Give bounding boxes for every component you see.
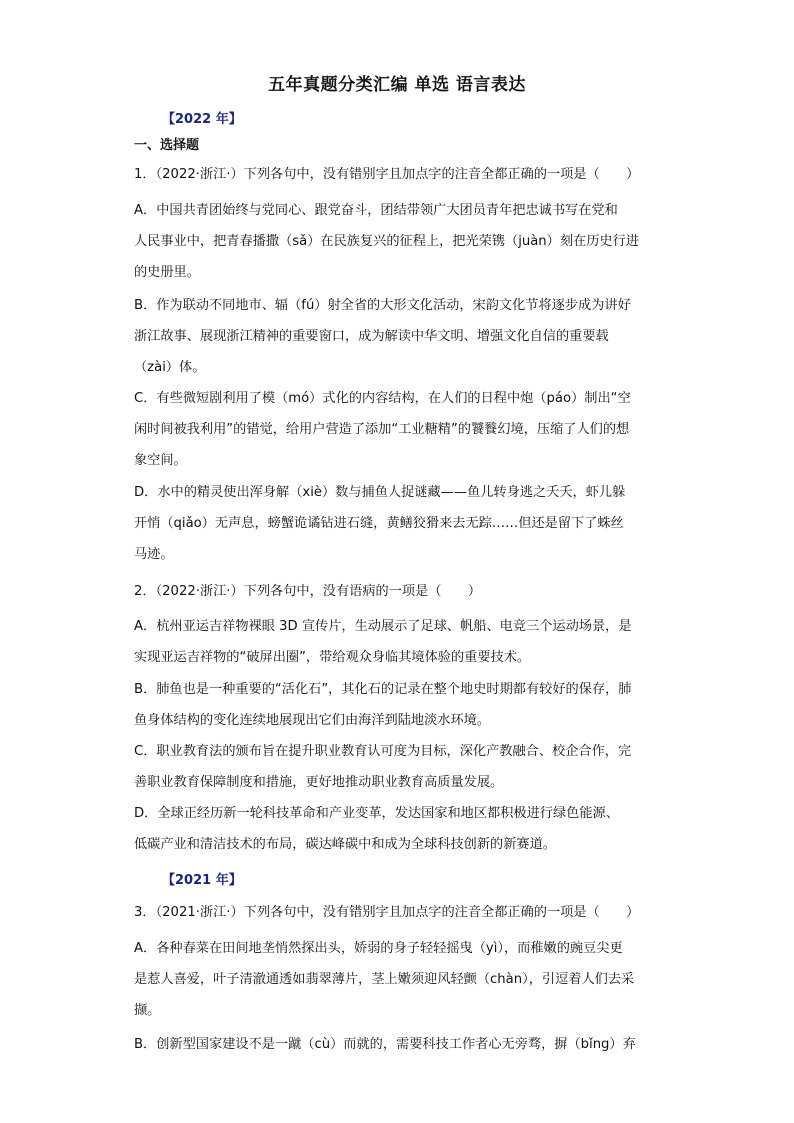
question-1: 1．（2022·浙江·）下列各句中，没有错别字且加点字的注音全都正确的一项是（ ） [134,167,640,182]
option-line: 善职业教育保障制度和措施，更好地推动职业教育高质量发展。 [134,775,504,790]
option-line: B．作为联动不同地市、辐（fú）射全省的大形文化活动，宋韵文化节将逐步成为讲好 [134,298,631,313]
option-line: A．中国共青团始终与党同心、跟党奋斗，团结带领广大团员青年把忠诚书写在党和 [134,203,618,218]
question-2: 2．（2022·浙江·）下列各句中，没有语病的一项是（ ） [134,584,482,599]
document-title: 五年真题分类汇编 单选 语言表达 [268,75,526,95]
year-2021-heading: 【2021 年】 [162,873,242,888]
section-heading: 一、选择题 [134,138,200,153]
option-line: B．创新型国家建设不是一蹴（cù）而就的，需要科技工作者心无旁骛，摒（bǐng）弃 [134,1037,636,1052]
option-line: B．肺鱼也是一种重要的“活化石”，其化石的记录在整个地史时期都有较好的保存，肺 [134,682,632,697]
option-line: 闲时间被我利用”的错觉，给用户营造了添加“工业糖精”的饕餮幻境，压缩了人们的想 [134,422,630,437]
question-3: 3．（2021·浙江·）下列各句中，没有错别字且加点字的注音全都正确的一项是（ ） [134,905,640,920]
option-line: 低碳产业和清洁技术的布局，碳达峰碳中和成为全球科技创新的新赛道。 [134,837,556,852]
option-line: 是惹人喜爱，叶子清澈通透如翡翠薄片，茎上嫩须迎风轻颤（chàn），引逗着人们去采 [134,972,635,987]
option-line: C．职业教育法的颁布旨在提升职业教育认可度为目标，深化产教融合、校企合作，完 [134,744,632,759]
option-line: C．有些微短剧利用了模（mó）式化的内容结构，在人们的日程中炮（páo）制出“空 [134,391,631,406]
option-line: A．杭州亚运吉祥物裸眼 3D 宣传片，生动展示了足球、帆船、电竞三个运动场景，是 [134,619,632,634]
option-line: 马迹。 [134,547,174,562]
option-line: 人民事业中，把青春播撒（sǎ）在民族复兴的征程上，把光荣镌（juàn）刻在历史行进 [134,234,639,249]
option-line: D．水中的精灵使出浑身解（xiè）数与捕鱼人捉谜藏——鱼儿转身逃之夭夭，虾儿躲 [134,485,626,500]
option-line: 实现亚运吉祥物的“破屏出圈”，带给观众身临其境体验的重要技术。 [134,650,531,665]
option-line: 鱼身体结构的变化连续地展现出它们由海洋到陆地淡水环境。 [134,713,491,728]
option-line: 象空间。 [134,453,187,468]
option-line: 撷。 [134,1003,161,1018]
option-line: A．各种春菜在田间地垄悄然探出头，娇弱的身子轻轻摇曳（yì），而稚嫩的豌豆尖更 [134,941,623,956]
option-line: 开悄（qiǎo）无声息，螃蟹诡谲钻进石缝，黄鳝狡猾来去无踪……但还是留下了蛛丝 [134,516,624,531]
option-line: （zài）体。 [134,360,206,375]
option-line: D．全球正经历新一轮科技革命和产业变革，发达国家和地区都积极进行绿色能源、 [134,806,619,821]
option-line: 浙江故事、展现浙江精神的重要窗口，成为解读中华文明、增强文化自信的重要载 [134,329,609,344]
year-2022-heading: 【2022 年】 [162,112,242,127]
option-line: 的史册里。 [134,265,200,280]
